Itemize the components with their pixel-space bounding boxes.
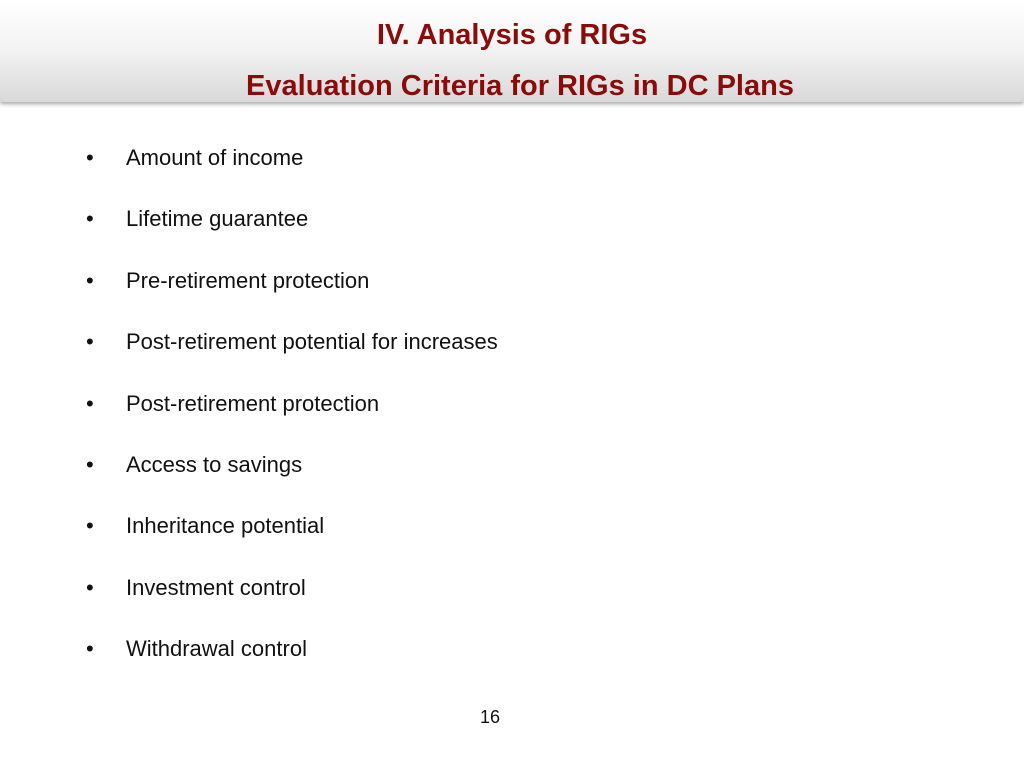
bullet-icon: •: [86, 206, 94, 232]
slide-title: IV. Analysis of RIGs: [376, 19, 648, 51]
list-item-text: Amount of income: [126, 145, 304, 170]
list-item-text: Post-retirement potential for increases: [126, 329, 498, 355]
bullet-icon: •: [86, 451, 94, 477]
bullet-icon: •: [86, 329, 94, 355]
bullet-icon: •: [86, 636, 94, 662]
slide-subtitle: Evaluation Criteria for RIGs in DC Plans: [246, 70, 794, 102]
list-item-text: Withdrawal control: [126, 636, 307, 662]
list-item-text: Pre-retirement protection: [126, 267, 370, 293]
bullet-icon: •: [86, 574, 94, 600]
page-number: 16: [479, 707, 501, 727]
list-item-text: Post-retirement protection: [126, 390, 380, 416]
bullet-icon: •: [86, 145, 94, 170]
bullet-icon: •: [86, 390, 94, 416]
list-item-text: Investment control: [126, 574, 306, 600]
list-item-text: Lifetime guarantee: [126, 206, 309, 232]
bullet-icon: •: [86, 513, 94, 539]
list-item-text: Access to savings: [126, 451, 303, 477]
bullet-icon: •: [86, 267, 94, 293]
list-item-text: Inheritance potential: [126, 513, 325, 539]
title-banner: [0, 0, 1024, 102]
